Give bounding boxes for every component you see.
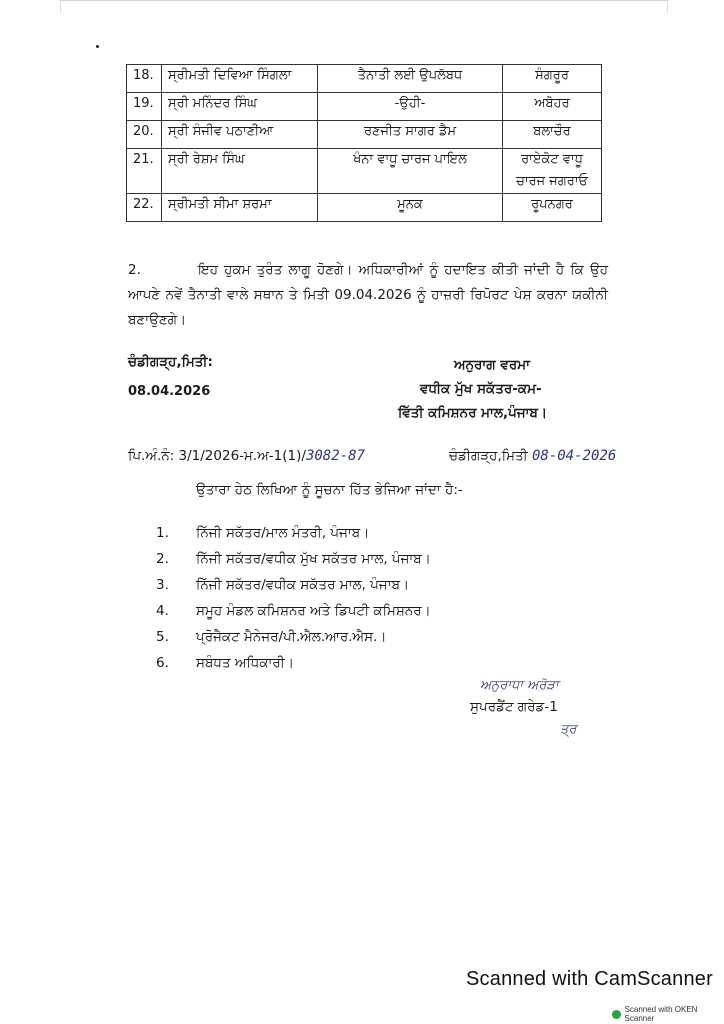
- signatory-name: ਅਨੁਰਾਗ ਵਰਮਾ: [454, 357, 530, 373]
- list-item: [156, 650, 616, 676]
- scan-edge: [60, 0, 668, 13]
- posting: ਮੂਨਕ: [318, 194, 503, 222]
- posting: ਰਣਜੀਤ ਸਾਗਰ ਡੈਮ: [318, 121, 503, 149]
- list-item: [156, 520, 616, 546]
- station: ਰਾਏਕੋਟ ਵਾਧੂ ਚਾਰਜ ਜਗਰਾਓ: [503, 149, 602, 194]
- list-item: [156, 546, 616, 572]
- signatory-designation: ਵਧੀਕ ਮੁੱਖ ਸਕੱਤਰ-ਕਮ-: [420, 381, 542, 397]
- handwritten-signature: ਅਨੁਰਾਧਾ ਅਰੋੜਾ: [480, 678, 559, 693]
- list-number: 1.: [156, 525, 169, 541]
- officer-name: ਸ੍ਰੀ ਸੰਜੀਵ ਪਠਾਣੀਆ: [162, 121, 318, 149]
- order-paragraph: [128, 258, 608, 333]
- list-text: ਨਿੱਜੀ ਸਕੱਤਰ/ਵਧੀਕ ਮੁੱਖ ਸਕੱਤਰ ਮਾਲ, ਪੰਜਾਬ।: [196, 551, 431, 567]
- station: ਬਲਾਚੌਰ: [503, 121, 602, 149]
- signatory-designation-2: ਵਿੱਤੀ ਕਮਿਸ਼ਨਰ ਮਾਲ,ਪੰਜਾਬ।: [398, 405, 548, 421]
- camscanner-watermark: Scanned with CamScanner: [466, 968, 713, 990]
- row-number: 19.: [127, 93, 162, 121]
- place-date-label: ਚੰਡੀਗੜ੍ਹ,ਮਿਤੀ:: [128, 354, 213, 370]
- posting-table: [126, 64, 602, 222]
- station: ਸੰਗਰੂਰ: [503, 65, 602, 93]
- station: ਰੂਪਨਗਰ: [503, 194, 602, 222]
- signatory-block: [398, 357, 618, 421]
- list-number: 5.: [156, 629, 169, 645]
- handwritten-initial: ਤ੍ਰ: [560, 722, 577, 737]
- list-item: [156, 598, 616, 624]
- list-number: 3.: [156, 577, 169, 593]
- oken-watermark: [612, 1005, 724, 1023]
- officer-name: ਸ੍ਰੀਮਤੀ ਦਿਵਿਆ ਸਿੰਗਲਾ: [162, 65, 318, 93]
- list-item: [156, 572, 616, 598]
- posting: -ਉਹੀ-: [318, 93, 503, 121]
- list-item: [156, 624, 616, 650]
- oken-logo-icon: [612, 1010, 621, 1019]
- table-row: [127, 121, 602, 149]
- posting: ਤੈਨਾਤੀ ਲਈ ਉਪਲੱਬਧ: [318, 65, 503, 93]
- copy-intro: ਉਤਾਰਾ ਹੇਠ ਲਿਖਿਆ ਨੂੰ ਸੂਚਨਾ ਹਿੱਤ ਭੇਜਿਆ ਜਾਂਦਾ ਹੈ:-: [196, 482, 463, 498]
- row-number: 20.: [127, 121, 162, 149]
- posting: ਖੰਨਾ ਵਾਧੂ ਚਾਰਜ ਪਾਇਲ: [318, 149, 503, 194]
- list-number: 2.: [156, 551, 169, 567]
- oken-text: Scanned with OKEN Scanner: [624, 1005, 698, 1023]
- endorsement-date-prefix: ਚੰਡੀਗੜ੍ਹ,ਮਿਤੀ: [449, 448, 528, 464]
- superintendent-designation: ਸੁਪਰਡੈਂਟ ਗਰੇਡ-1: [470, 699, 558, 715]
- copy-list: [156, 520, 616, 676]
- officer-name: ਸ੍ਰੀ ਰੇਸ਼ਮ ਸਿੰਘ: [162, 149, 318, 194]
- handwritten-date: 08-04-2026: [531, 448, 617, 464]
- list-number: 6.: [156, 655, 169, 671]
- table-row: [127, 194, 602, 222]
- list-text: ਸਮੂਹ ਮੰਡਲ ਕਮਿਸ਼ਨਰ ਅਤੇ ਡਿਪਟੀ ਕਮਿਸ਼ਨਰ।: [196, 603, 431, 619]
- endorsement-date: [449, 448, 616, 464]
- list-text: ਨਿੱਜੀ ਸਕੱਤਰ/ਵਧੀਕ ਸਕੱਤਰ ਮਾਲ, ਪੰਜਾਬ।: [196, 577, 410, 593]
- row-number: 18.: [127, 65, 162, 93]
- superintendent-signature-block: [470, 678, 610, 715]
- scan-speck: [96, 45, 99, 48]
- handwritten-ref: 3082-87: [305, 448, 365, 464]
- list-text: ਸਬੰਧਤ ਅਧਿਕਾਰੀ।: [196, 655, 294, 671]
- table-row: [127, 65, 602, 93]
- list-text: ਨਿੱਜੀ ਸਕੱਤਰ/ਮਾਲ ਮੰਤਰੀ, ਪੰਜਾਬ।: [196, 525, 370, 541]
- paragraph-number: 2.: [128, 262, 141, 278]
- station: ਅਬੋਹਰ: [503, 93, 602, 121]
- row-number: 21.: [127, 149, 162, 194]
- officer-name: ਸ੍ਰੀਮਤੀ ਸੀਮਾ ਸ਼ਰਮਾ: [162, 194, 318, 222]
- paragraph-text: ਇਹ ਹੁਕਮ ਤੁਰੰਤ ਲਾਗੂ ਹੋਣਗੇ। ਅਧਿਕਾਰੀਆਂ ਨੂੰ ਹਦਾਇਤ ਕੀਤੀ ਜਾਂਦੀ ਹੈ ਕਿ ਉਹ ਆਪਣੇ ਨਵੇਂ ਤੈਨਾਤੀ ਵਾਲੇ ਸਥਾਨ ਤੇ ਮਿਤੀ 09.04.2026 ਨੂੰ ਹਾਜ਼ਰੀ ਰਿਪੋਰਟ ਪੇਸ਼ ਕਰਨਾ ਯਕੀਨੀ ਬਣਾਉਣਗੇ।: [128, 262, 608, 328]
- endorsement-prefix: ਪਿ.ਅੰ.ਨੰ: 3/1/2026-ਮ.ਅ-1(1)/: [128, 448, 306, 464]
- list-text: ਪ੍ਰੋਜੈਕਟ ਮੈਨੇਜਰ/ਪੀ.ਐਲ.ਆਰ.ਐਸ.।: [196, 629, 387, 645]
- row-number: 22.: [127, 194, 162, 222]
- table-row: [127, 93, 602, 121]
- endorsement-number: [128, 448, 365, 464]
- table-row: [127, 149, 602, 194]
- signing-date: 08.04.2026: [128, 384, 211, 399]
- officer-name: ਸ੍ਰੀ ਮਨਿੰਦਰ ਸਿੰਘ: [162, 93, 318, 121]
- list-number: 4.: [156, 603, 169, 619]
